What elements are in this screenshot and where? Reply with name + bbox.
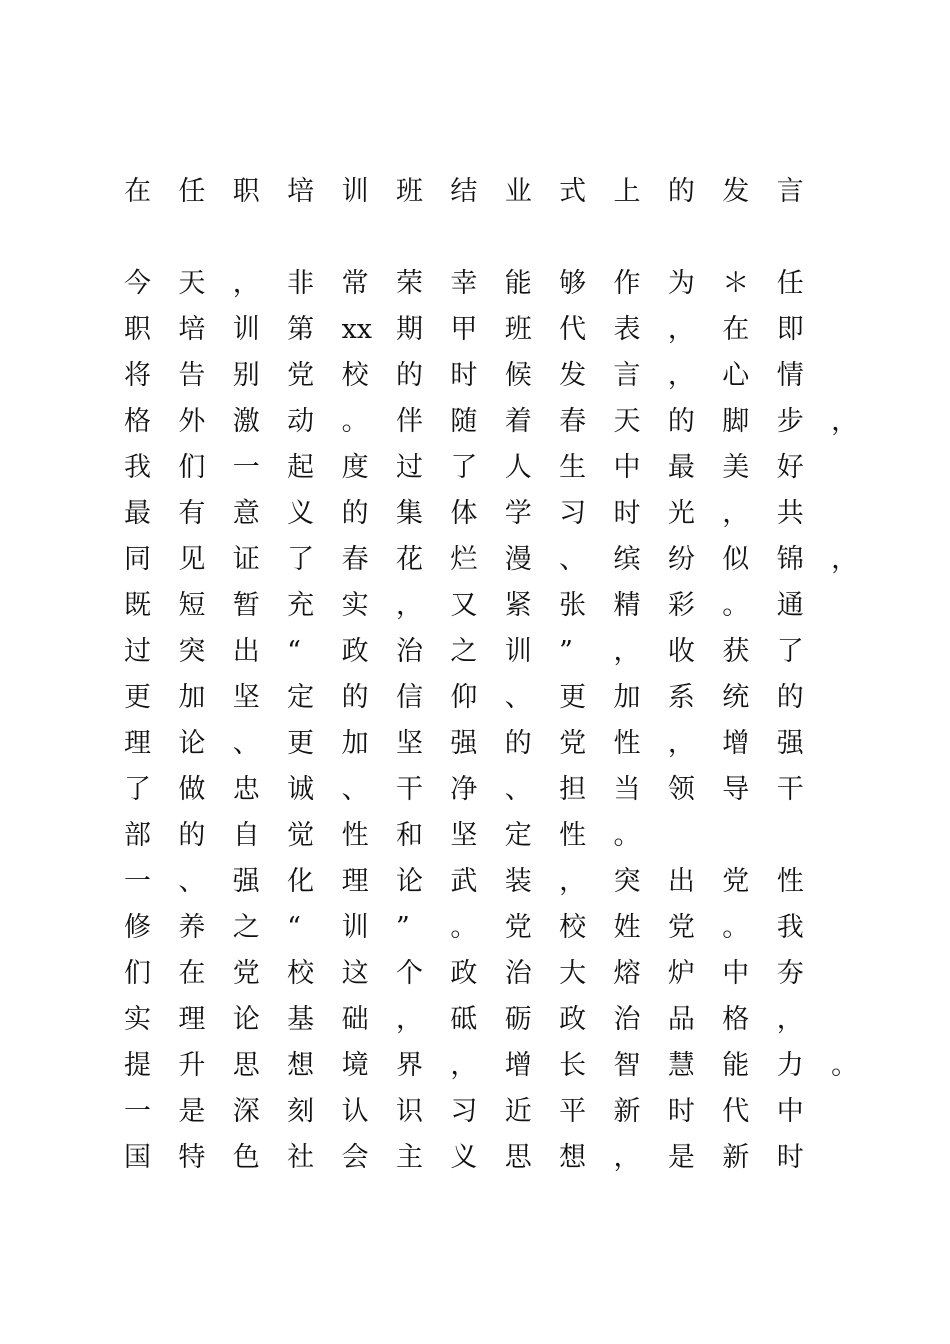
text-line: 部 的 自 觉 性 和 坚 定 性 。 [124, 820, 641, 851]
title-text: 在 任 职 培 训 班 结 业 式 上 的 发 言 [124, 176, 804, 207]
text-line: 一 是 深 刻 认 识 习 近 平 新 时 代 中 [124, 1096, 804, 1127]
document-title [124, 172, 824, 212]
text-line: 将 告 别 党 校 的 时 候 发 言 ， 心 情 [124, 360, 804, 391]
text-line: 今 天 ， 非 常 荣 幸 能 够 作 为 ＊ 任 [124, 268, 804, 299]
text-line: 同 见 证 了 春 花 烂 漫 、 缤 纷 似 锦 ， [124, 544, 859, 575]
text-line: 实 理 论 基 础 ， 砥 砺 政 治 品 格 ， [124, 1004, 804, 1035]
text-line: 一 、 强 化 理 论 武 装 ， 突 出 党 性 [124, 866, 804, 897]
text-line: 们 在 党 校 这 个 政 治 大 熔 炉 中 夯 [124, 958, 804, 989]
text-line: 更 加 坚 定 的 信 仰 、 更 加 系 统 的 [124, 682, 804, 713]
text-line: 最 有 意 义 的 集 体 学 习 时 光 ， 共 [124, 498, 804, 529]
text-line: 既 短 暂 充 实 ， 又 紧 张 精 彩 。 通 [124, 590, 804, 621]
text-line: 修 养 之 “ 训 ” 。 党 校 姓 党 。 我 [124, 912, 804, 943]
text-line: 国 特 色 社 会 主 义 思 想 ， 是 新 时 [124, 1142, 804, 1173]
text-line: 理 论 、 更 加 坚 强 的 党 性 ， 增 强 [124, 728, 804, 759]
text-line: 格 外 激 动 。 伴 随 着 春 天 的 脚 步 ， [124, 406, 859, 437]
text-line: 我 们 一 起 度 过 了 人 生 中 最 美 好 [124, 452, 804, 483]
text-line: 职 培 训 第 xx 期 甲 班 代 表 ， 在 即 [124, 314, 804, 345]
document-body [124, 264, 864, 1184]
text-line: 了 做 忠 诚 、 干 净 、 担 当 领 导 干 [124, 774, 804, 805]
text-line: 提 升 思 想 境 界 ， 增 长 智 慧 能 力 。 [124, 1050, 859, 1081]
text-line: 过 突 出 “ 政 治 之 训 ” ， 收 获 了 [124, 636, 804, 667]
